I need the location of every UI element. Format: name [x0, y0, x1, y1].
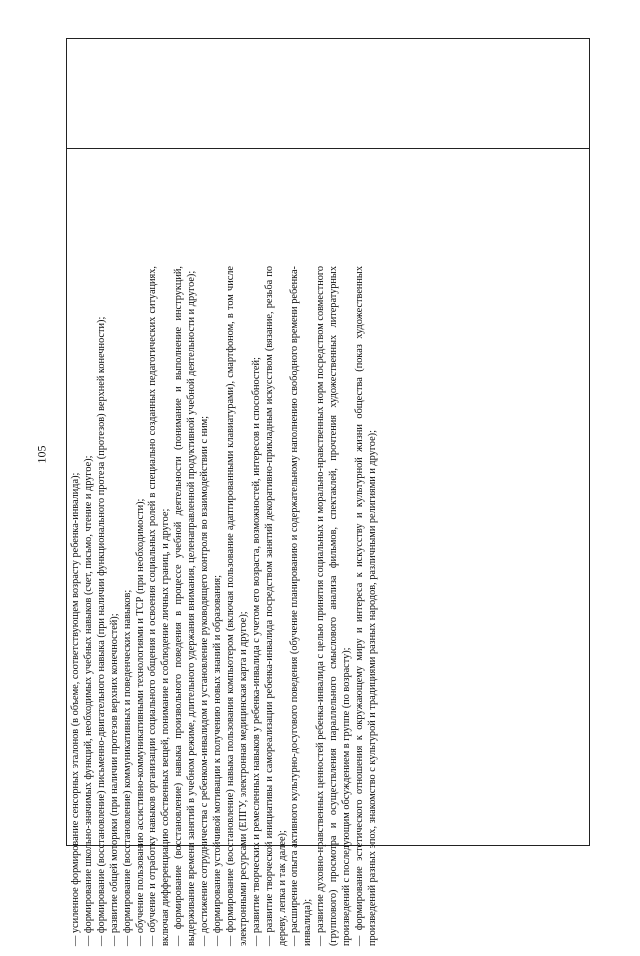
list-item: — достижение сотрудничества с ребенком-инвалидом и установление руководящего контроля во взаимодействии с ним; [199, 415, 211, 946]
list-item: — развитие творческих и ремесленных навыков у ребенка-инвалида с учетом его возраста, возможностей, интересов и способностей; [250, 357, 262, 946]
list-item: — формирование школьно-значимых функций, необходимых учебных навыков (счет, письмо, чтение и другое); [82, 455, 94, 946]
list-item: — формирование (восстановление) навыка произвольного поведения в процессе учебной деятельности (понимание и выполнение инструкций, выдерживание времени занятий в учебном режиме, длительного удержания внимания, целенаправленной продуктивной учебной деятельности и другое); [173, 266, 198, 946]
list-item: — формирование (восстановление) письменно-двигательного навыка (при наличии функционального протеза (протезов) верхней конечности); [95, 316, 107, 946]
list-item: — формирование устойчивой мотивации к получению новых знаний и образования; [211, 575, 223, 946]
list-item: — усиленное формирование сенсорных эталонов (в объеме, соответствующем возрасту ребенка-инвалида); [70, 472, 81, 946]
rotated-table-body [64, 148, 588, 956]
text-column [64, 258, 588, 956]
list-item: — формирование (восстановление) коммуникативных и поведенческих навыков; [121, 589, 133, 946]
list-item: — обучение и отработку навыков организации социального общения и освоения социальных ролей в специально созданных педагогических ситуациях, включая дифференциацию собственных вещей, понимание и соблюдение личных границ, и другое; [147, 266, 172, 946]
list-item: — обучение пользованию ассистивно-коммуникативными технологиями и ТСР (при необходимости); [134, 498, 146, 946]
list-item: — расширение опыта активного культурно-досугового поведения (обучение планированию и содержательному наполнению свободного времени ребенка-инвалида); [289, 266, 314, 946]
list-item: — развитие творческой инициативы и самореализации ребенка-инвалида посредством занятий декоративно-прикладным искусством (вязание, резьба по дереву, лепка и так далее); [263, 266, 288, 946]
page-number: 105 [34, 445, 49, 464]
list-item: — формирование (восстановление) навыка пользования компьютером (включая пользование адаптированными клавиатурами), смартфоном, в том числе электронными ресурсами (ЕПГУ, электронная медицинская карта и другое); [224, 266, 249, 946]
list-item: — развитие духовно-нравственных ценностей ребенка-инвалида с целью принятия социальных и морально-нравственных норм посредством совместного (группового) просмотра и осуществления параллельного смыслового анализа фильмов, спектаклей, прочтения художественных литературных произведений с последующим обсуждением в группе (по возрасту); [315, 266, 353, 946]
list-item: — развитие общей моторики (при наличии протезов верхних конечностей); [108, 613, 120, 946]
list-item: — формирование эстетического отношения к окружающему миру и интереса к искусству и культурной жизни общества (показ художественных произведений разных эпох, знакомство с культурой и традициями разных народов, различными религиями и другое); [353, 266, 378, 946]
